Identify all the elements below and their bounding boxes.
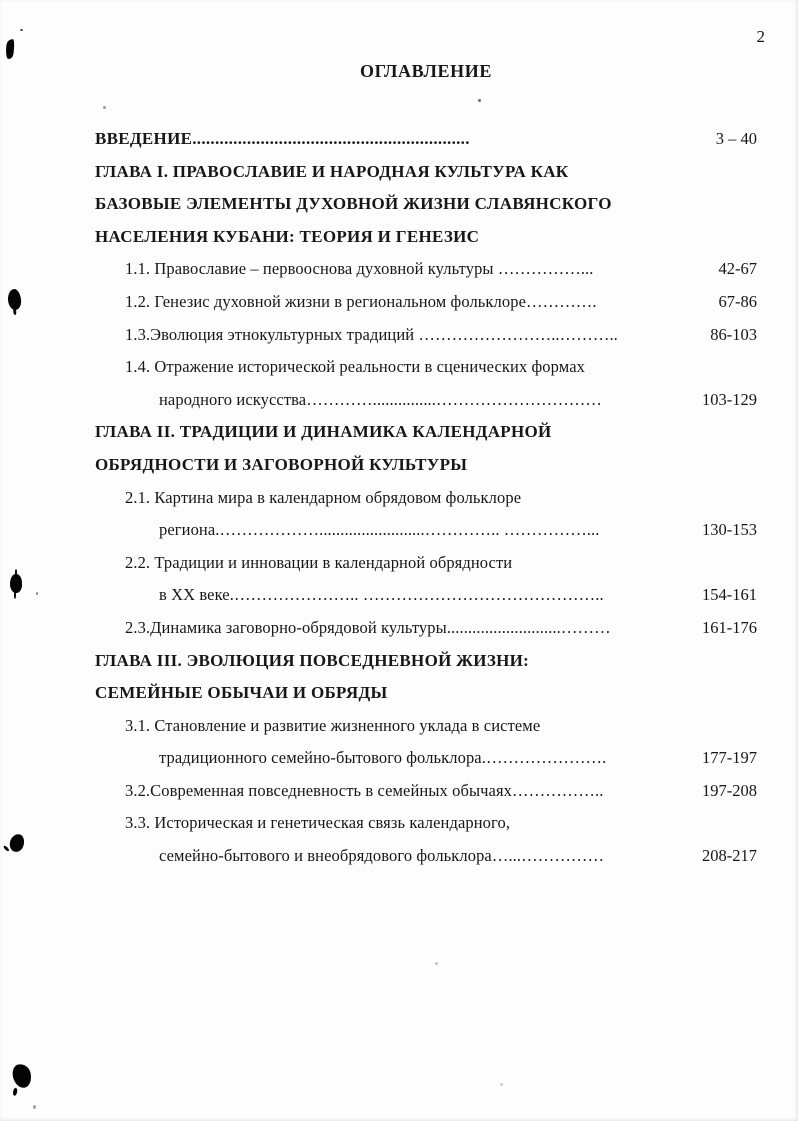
scan-speck bbox=[500, 1083, 503, 1086]
toc-entry-text bbox=[95, 775, 662, 808]
scan-speck bbox=[435, 962, 438, 965]
scan-speck bbox=[20, 29, 23, 31]
toc-line: НАСЕЛЕНИЯ КУБАНИ: ТЕОРИЯ И ГЕНЕЗИС bbox=[95, 226, 480, 246]
toc-line: 2.2. Традиции и инновации в календарной обрядности bbox=[125, 552, 513, 572]
toc-page-range: 103-129 bbox=[702, 389, 757, 409]
toc-entry bbox=[95, 807, 757, 872]
toc-entry bbox=[95, 710, 757, 775]
toc-line: 3.1. Становление и развитие жизненного уклада в системе bbox=[125, 715, 541, 735]
toc-entry-text bbox=[95, 416, 662, 481]
toc-entry bbox=[95, 286, 757, 319]
ink-blot bbox=[7, 288, 22, 310]
toc-line: 2.3.Динамика заговорно-обрядовой культуры...........................……… bbox=[125, 617, 611, 637]
table-of-contents bbox=[95, 123, 757, 873]
toc-line: ГЛАВА III. ЭВОЛЮЦИЯ ПОВСЕДНЕВНОЙ ЖИЗНИ: bbox=[95, 650, 530, 670]
toc-page-range: 67-86 bbox=[718, 291, 757, 311]
toc-page-range: 161-176 bbox=[702, 617, 757, 637]
scan-speck bbox=[103, 106, 106, 109]
toc-line: 2.1. Картина мира в календарном обрядовом фольклоре bbox=[125, 487, 522, 507]
toc-page-range: 3 – 40 bbox=[715, 129, 757, 148]
ink-blot bbox=[11, 1062, 34, 1089]
toc-line: СЕМЕЙНЫЕ ОБЫЧАИ И ОБРЯДЫ bbox=[95, 683, 388, 703]
toc-entry-text bbox=[95, 253, 662, 286]
toc-entry-text bbox=[95, 319, 662, 352]
toc-line: традиционного семейно-бытового фольклора.…………………. bbox=[159, 748, 607, 768]
toc-line: народного искусства…………...............………………………… bbox=[159, 389, 603, 409]
toc-line: БАЗОВЫЕ ЭЛЕМЕНТЫ ДУХОВНОЙ ЖИЗНИ СЛАВЯНСКОГО bbox=[95, 194, 612, 214]
toc-entry bbox=[95, 319, 757, 352]
toc-line: ОБРЯДНОСТИ И ЗАГОВОРНОЙ КУЛЬТУРЫ bbox=[95, 454, 468, 474]
toc-line: в XX веке.………………….. …………………………………….. bbox=[159, 585, 604, 605]
toc-entry bbox=[95, 482, 757, 547]
toc-entry bbox=[95, 645, 757, 710]
ink-blot bbox=[5, 39, 15, 60]
toc-entry-text bbox=[95, 612, 662, 645]
toc-entry-text bbox=[95, 156, 662, 254]
toc-line: 1.1. Православие – первооснова духовной культуры ……………... bbox=[125, 259, 594, 279]
toc-line: ГЛАВА II. ТРАДИЦИИ И ДИНАМИКА КАЛЕНДАРНОЙ bbox=[95, 422, 552, 442]
toc-entry-text bbox=[95, 286, 662, 319]
toc-line: 1.4. Отражение исторической реальности в сценических формах bbox=[125, 357, 585, 377]
toc-entry-text bbox=[95, 645, 662, 710]
toc-line: семейно-бытового и внеобрядового фольклора…...…………… bbox=[159, 846, 605, 866]
toc-entry-text bbox=[95, 710, 662, 775]
ink-blot bbox=[10, 574, 22, 593]
toc-entry bbox=[95, 253, 757, 286]
toc-page-range: 42-67 bbox=[718, 259, 757, 279]
toc-line: ВВЕДЕНИЕ............................................................. bbox=[95, 129, 470, 148]
toc-entry bbox=[95, 351, 757, 416]
toc-line: 3.2.Современная повседневность в семейных обычаях…………….. bbox=[125, 780, 604, 800]
toc-page-range: 86-103 bbox=[710, 324, 757, 344]
toc-entry-text bbox=[95, 807, 662, 872]
toc-entry bbox=[95, 123, 757, 156]
toc-entry bbox=[95, 547, 757, 612]
toc-page-range: 130-153 bbox=[702, 520, 757, 540]
toc-entry-text bbox=[95, 547, 662, 612]
toc-line: региона.……………….........................………….. ……………... bbox=[159, 520, 600, 540]
toc-entry-text bbox=[95, 123, 662, 156]
ink-blot bbox=[8, 832, 27, 853]
toc-entry-text bbox=[95, 482, 662, 547]
toc-line: 3.3. Историческая и генетическая связь календарного, bbox=[125, 813, 511, 833]
toc-page-range: 208-217 bbox=[702, 846, 757, 866]
toc-entry-text bbox=[95, 351, 662, 416]
toc-line: ГЛАВА I. ПРАВОСЛАВИЕ И НАРОДНАЯ КУЛЬТУРА КАК bbox=[95, 161, 569, 181]
toc-line: 1.2. Генезис духовной жизни в региональном фольклоре…………. bbox=[125, 291, 597, 311]
toc-line: 1.3.Эволюция этнокультурных традиций ……………………..……….. bbox=[125, 324, 618, 344]
page-title: ОГЛАВЛЕНИЕ bbox=[360, 61, 492, 81]
toc-entry bbox=[95, 156, 757, 254]
toc-entry bbox=[95, 416, 757, 481]
toc-page-range: 197-208 bbox=[702, 780, 757, 800]
toc-page-range: 177-197 bbox=[702, 748, 757, 768]
scan-speck bbox=[36, 592, 38, 595]
toc-page-range: 154-161 bbox=[702, 585, 757, 605]
page-number: 2 bbox=[756, 27, 765, 46]
toc-entry bbox=[95, 612, 757, 645]
scan-speck bbox=[33, 1105, 36, 1109]
scan-speck bbox=[478, 99, 481, 102]
toc-entry bbox=[95, 775, 757, 808]
